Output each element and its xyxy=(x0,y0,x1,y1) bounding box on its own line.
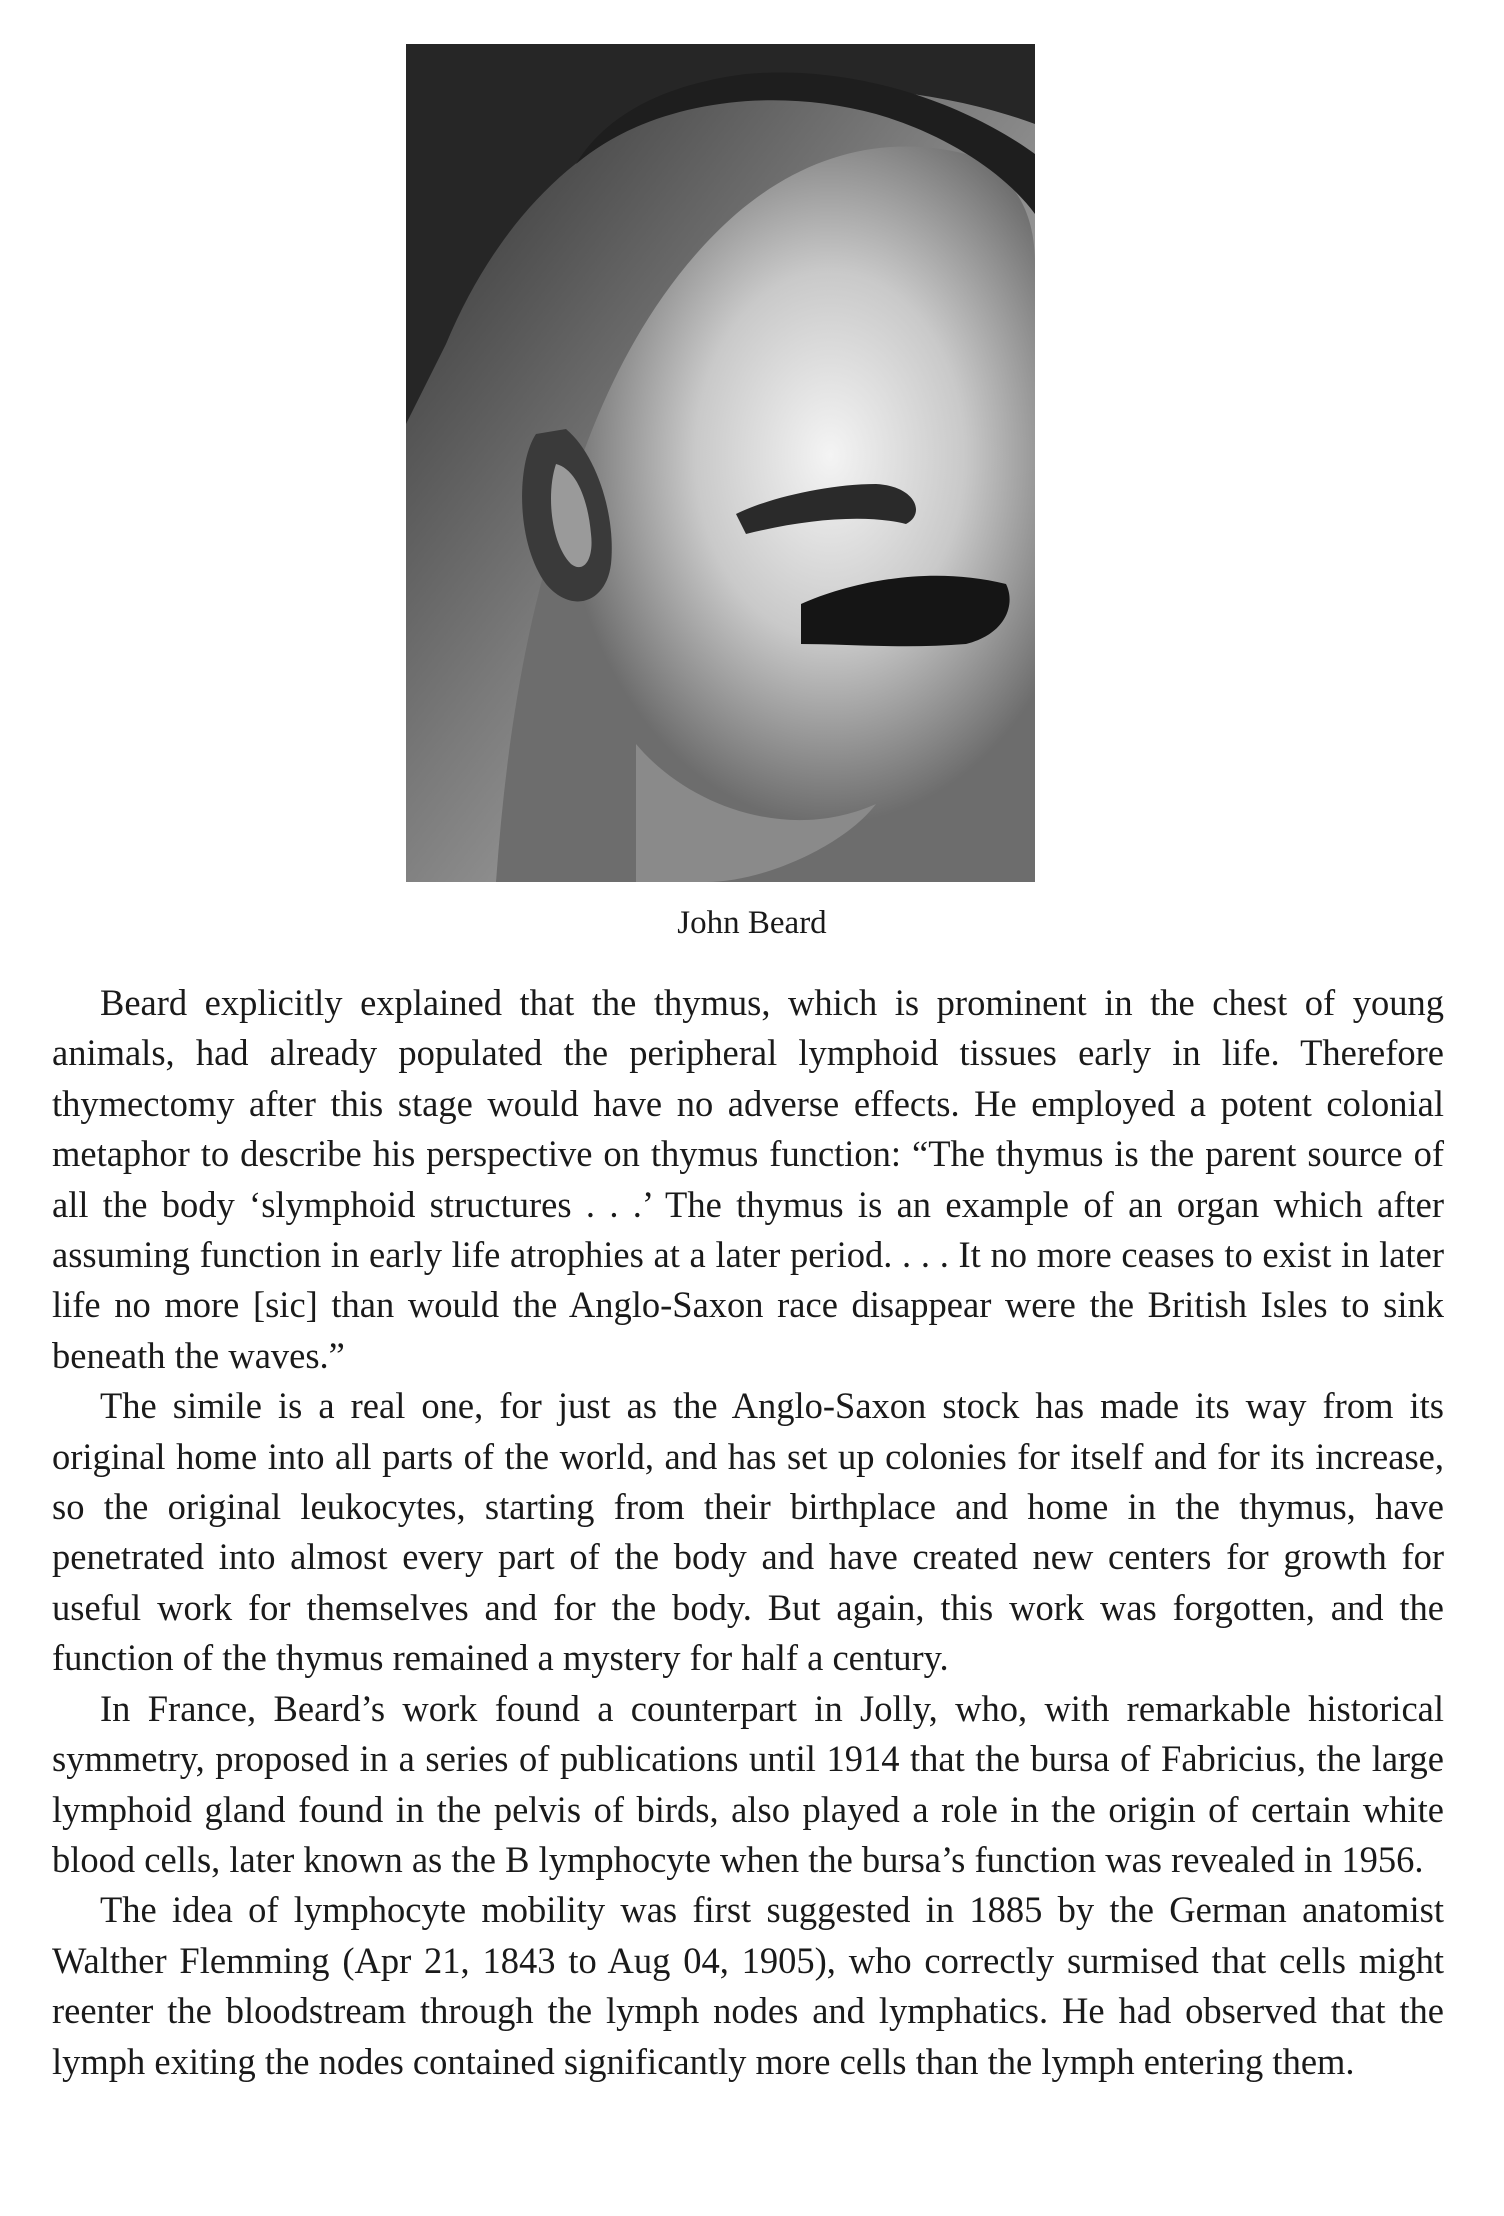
paragraph: The simile is a real one, for just as the Anglo-Saxon stock has made its way from its original home into all parts of the world, and has set up colonies for itself and for its increase, so the original leukocytes, starting from their birthplace and home in the thymus, have penetrated into almost every part of the body and have created new centers for growth for useful work for themselves and for the body. But again, this work was forgotten, and the function of the thymus remained a mystery for half a century. xyxy=(52,1385,1444,1679)
body-text xyxy=(52,978,1444,2087)
paragraph: Beard explicitly explained that the thymus, which is prominent in the chest of young animals, had already populated the peripheral lymphoid tissues early in life. Therefore thymectomy after this stage would have no adverse effects. He employed a potent colonial metaphor to describe his perspective on thymus function: “The thymus is the parent source of all the body ‘slymphoid structures . . .’ The thymus is an example of an organ which after assuming function in early life atrophies at a later period. . . . It no more ceases to exist in later life no more [sic] than would the Anglo-Saxon race disappear were the British Isles to sink beneath the waves.” xyxy=(52,982,1444,1376)
paragraph: In France, Beard’s work found a counterpart in Jolly, who, with remarkable historical symmetry, proposed in a series of publications until 1914 that the bursa of Fabricius, the large lymphoid gland found in the pelvis of birds, also played a role in the origin of certain white blood cells, later known as the B lymphocyte when the bursa’s function was revealed in 1956. xyxy=(52,1687,1444,1880)
paragraph: The idea of lymphocyte mobility was first suggested in 1885 by the German anatomist Walther Flemming (Apr 21, 1843 to Aug 04, 1905), who correctly surmised that cells might reenter the bloodstream through the lymph nodes and lymphatics. He had observed that the lymph exiting the nodes contained significantly more cells than the lymph entering them. xyxy=(52,1889,1444,2082)
portrait-photo xyxy=(406,44,1035,882)
figure-caption: John Beard xyxy=(677,905,827,941)
